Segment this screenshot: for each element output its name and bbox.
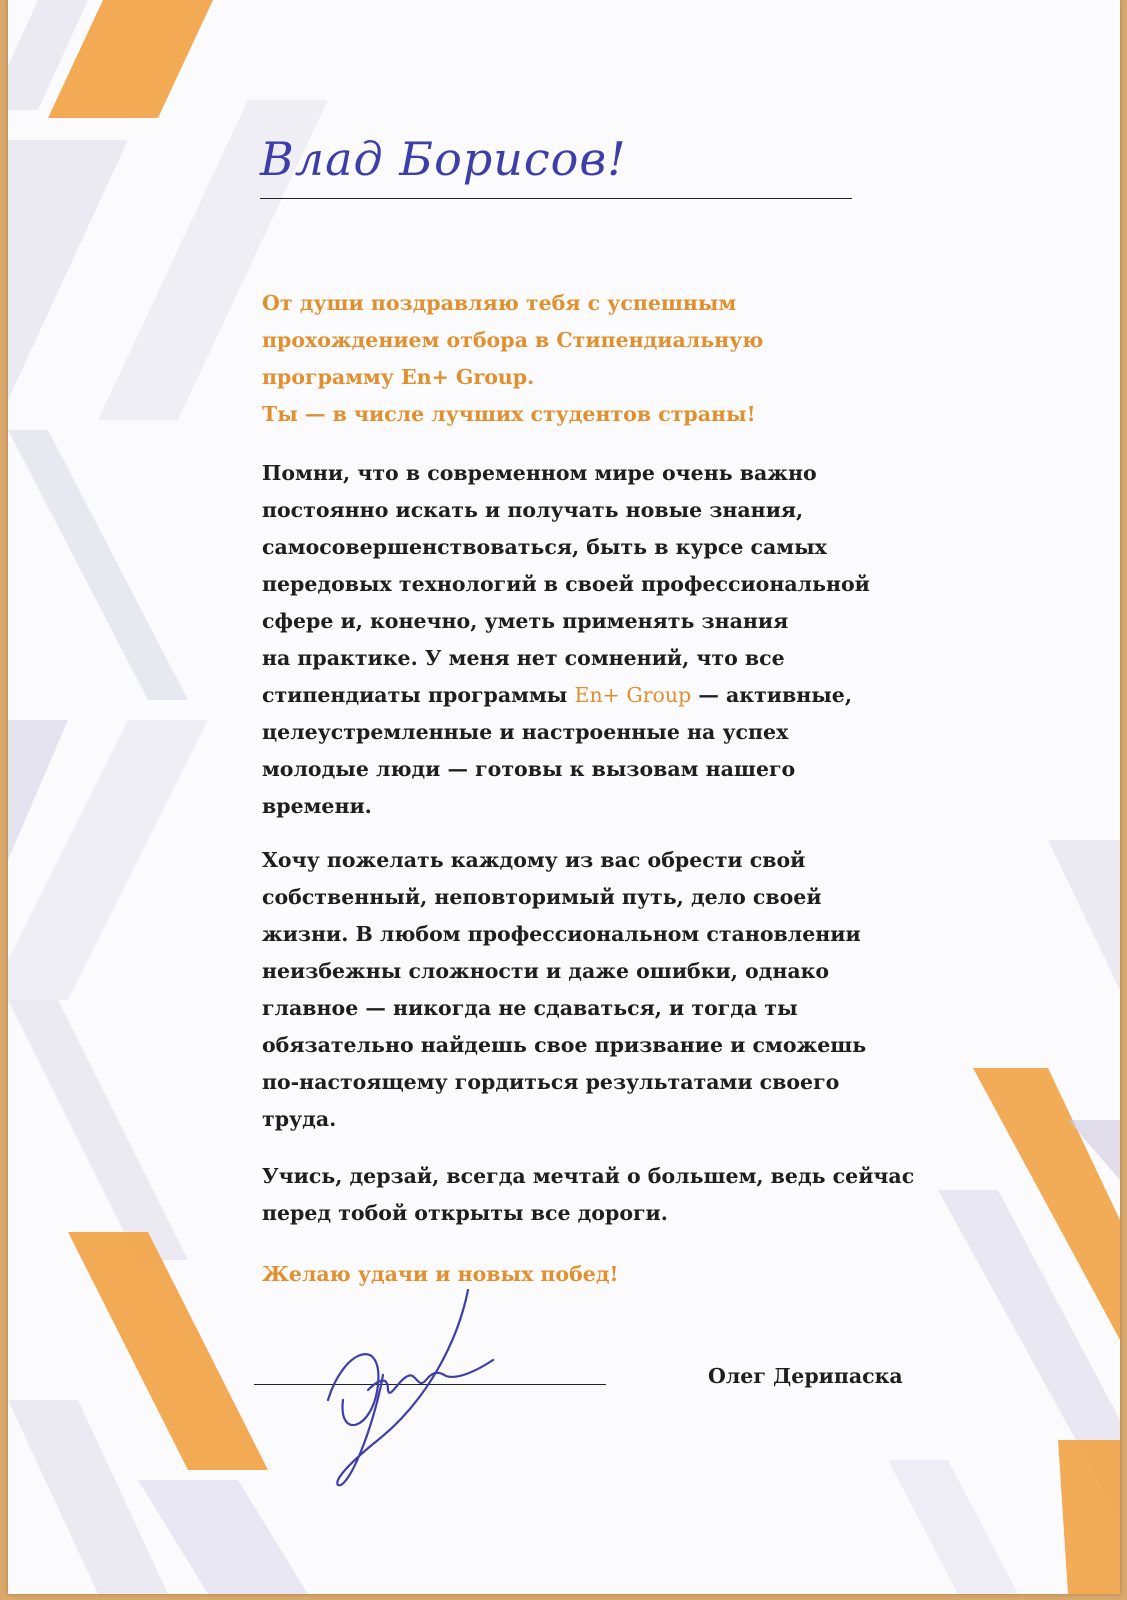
- letter-sheet: [8, 0, 1120, 1594]
- paragraph-1: [262, 455, 902, 825]
- paragraph-3: [262, 1158, 915, 1232]
- paragraph-2: [262, 842, 902, 1138]
- paragraph-line: жизни. В любом профессиональном становлении: [262, 922, 861, 946]
- signer-name: Олег Дерипаска: [708, 1364, 903, 1388]
- paragraph-line: собственный, неповторимый путь, дело своей: [262, 885, 822, 909]
- paragraph-line-with-brand: [262, 677, 902, 714]
- brand-name: En+ Group: [574, 683, 692, 707]
- intro-paragraph: [262, 285, 902, 433]
- paragraph-line: главное — никогда не сдаваться, и тогда ты: [262, 996, 798, 1020]
- intro-line: прохождением отбора в Стипендиальную: [262, 328, 764, 352]
- paragraph-line: перед тобой открыты все дороги.: [262, 1201, 668, 1225]
- paragraph-line: целеустремленные и настроенные на успех: [262, 720, 789, 744]
- paragraph-line: Учись, дерзай, всегда мечтай о большем, ведь сейчас: [262, 1164, 915, 1188]
- inline-text-before: стипендиаты программы: [262, 683, 575, 707]
- closing-line: Желаю удачи и новых побед!: [262, 1262, 619, 1286]
- paragraph-line: молодые люди — готовы к вызовам нашего: [262, 757, 796, 781]
- intro-line: От души поздравляю тебя с успешным: [262, 291, 737, 315]
- paragraph-line: на практике. У меня нет сомнений, что все: [262, 646, 785, 670]
- recipient-greeting: [260, 122, 860, 212]
- paragraph-line: самосовершенствоваться, быть в курсе самых: [262, 535, 827, 559]
- greeting-underline: [260, 198, 852, 199]
- paragraph-line: постоянно искать и получать новые знания,: [262, 498, 804, 522]
- intro-line: Ты — в числе лучших студентов страны!: [262, 402, 756, 426]
- paragraph-line: неизбежны сложности и даже ошибки, однако: [262, 959, 830, 983]
- handwritten-signature: [308, 1280, 528, 1490]
- paragraph-line: Хочу пожелать каждому из вас обрести свой: [262, 848, 806, 872]
- paragraph-line: Помни, что в современном мире очень важно: [262, 461, 817, 485]
- paragraph-line: обязательно найдешь свое призвание и сможешь: [262, 1033, 867, 1057]
- paragraph-line: сфере и, конечно, уметь применять знания: [262, 609, 789, 633]
- intro-line: программу En+ Group.: [262, 365, 535, 389]
- paragraph-line: труда.: [262, 1107, 337, 1131]
- recipient-name-handwritten: Влад Борисов!: [260, 132, 627, 186]
- inline-text-after: — активные,: [691, 683, 852, 707]
- paragraph-line: времени.: [262, 794, 372, 818]
- paragraph-line: по-настоящему гордиться результатами своего: [262, 1070, 840, 1094]
- paragraph-line: передовых технологий в своей профессиональной: [262, 572, 870, 596]
